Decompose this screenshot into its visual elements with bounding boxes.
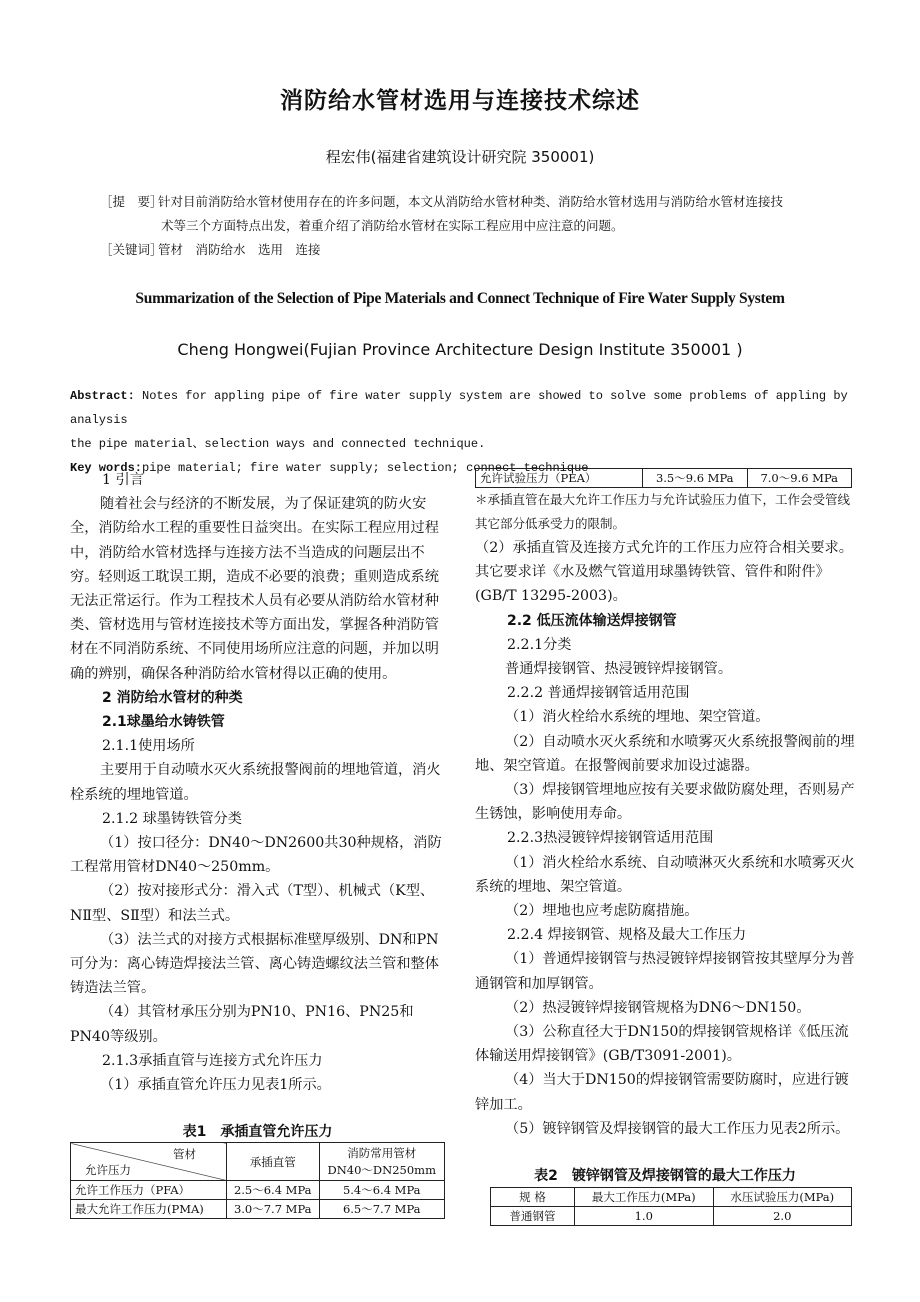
paragraph: （1）按口径分：DN40～DN2600共30种规格，消防工程常用管材DN40～250mm。 xyxy=(70,835,442,876)
section-2-1-3-heading: 2.1.3承插直管与连接方式允许压力 xyxy=(102,1052,323,1069)
section-2-1-2-heading: 2.1.2 球墨铸铁管分类 xyxy=(102,810,242,827)
table-row xyxy=(476,469,852,488)
section-2-2-heading: 2.2 低压流体输送焊接钢管 xyxy=(507,612,677,629)
section-2-2-4-heading: 2.2.4 焊接钢管、规格及最大工作压力 xyxy=(507,927,747,944)
paragraph: （1）消火栓给水系统、自动喷淋灭火系统和水喷雾灭火系统的埋地、架空管道。 xyxy=(475,854,855,895)
table1-caption: 表1 承插直管允许压力 xyxy=(182,1124,333,1140)
paragraph: （3）公称直径大于DN150的焊接钢管规格详《低压流体输送用焊接钢管》(GB/T3091-2001)。 xyxy=(475,1024,849,1065)
table1-continued xyxy=(475,468,852,488)
table-cell: 最大允许工作压力(PMA) xyxy=(71,1200,227,1219)
paragraph: （3）法兰式的对接方式根据标准壁厚级别、DN和PN可分为：离心铸造焊接法兰管、离心铸造螺纹法兰管和整体铸造法兰管。 xyxy=(70,931,439,997)
section-2-heading: 2 消防给水管材的种类 xyxy=(102,689,243,706)
keywords-text: 管材 消防给水 选用 连接 xyxy=(158,242,321,257)
table1-header: 承插直管 xyxy=(227,1143,320,1181)
table-cell: 3.5～9.6 MPa xyxy=(643,469,748,488)
paragraph: （2）按对接形式分：滑入式（T型）、机械式（K型、NⅡ型、SⅡ型）和法兰式。 xyxy=(70,883,435,924)
table-cell: 5.4～6.4 MPa xyxy=(319,1181,445,1200)
table1 xyxy=(70,1142,445,1219)
abstract-label: ［提 要］ xyxy=(100,194,163,209)
table-cell: 允许工作压力（PFA） xyxy=(71,1181,227,1200)
left-column xyxy=(70,468,448,1097)
table-cell: 普通钢管 xyxy=(491,1207,575,1226)
table1-header-line: DN40～DN250mm xyxy=(327,1162,436,1177)
paragraph: 随着社会与经济的不断发展，为了保证建筑的防火安全，消防给水工程的重要性日益突出。在实际工程应用过程中，消防给水管材选择与连接方法不当造成的问题层出不穷。轻则返工耽误工期，造成不必要的浪费；重则造成系统无法正常运行。作为工程技术人员有必要从消防给水管材种类、管材选用与管材连接技术等方面出发，掌握各种消防管材在不同消防系统、不同使用场所应注意的问题，并加以明确的辨别，确保各种消防给水管材得以正确的使用。 xyxy=(70,496,439,682)
paragraph: （2）热浸镀锌焊接钢管规格为DN6～DN150。 xyxy=(505,999,811,1016)
paragraph: （4）当大于DN150的焊接钢管需要防腐时，应进行镀锌加工。 xyxy=(475,1072,849,1113)
english-author: Cheng Hongwei(Fujian Province Architecture Design Institute 350001 ) xyxy=(177,340,743,359)
abstract-en-line1: Notes for appling pipe of fire water supply system are showed to solve some problems of appling by analysis xyxy=(70,389,848,427)
abstract-line1: 针对目前消防给水管材使用存在的许多问题，本文从消防给水管材种类、消防给水管材选用与消防给水管材连接技 xyxy=(158,194,784,209)
right-column xyxy=(475,488,855,1141)
table1-corner-cell xyxy=(71,1143,227,1181)
paragraph: （2）自动喷水灭火系统和水喷雾灭火系统报警阀前的埋地、架空管道。在报警阀前要求加设过滤器。 xyxy=(475,733,855,774)
abstract-cn xyxy=(100,190,858,262)
author-line: 程宏伟(福建省建筑设计研究院 350001) xyxy=(325,148,595,166)
table1-corner-bottom: 允许压力 xyxy=(85,1162,131,1177)
paragraph: （1）承插直管允许压力见表1所示。 xyxy=(100,1077,331,1094)
abstract-en-label: Abstract: xyxy=(70,389,135,403)
table1-header-line: 消防常用管材 xyxy=(347,1145,417,1160)
section-2-1-1-heading: 2.1.1使用场所 xyxy=(102,738,195,755)
page-title: 消防给水管材选用与连接技术综述 xyxy=(280,88,640,114)
section-2-2-1-heading: 2.2.1分类 xyxy=(507,636,572,653)
paragraph: （1）消火栓给水系统的埋地、架空管道。 xyxy=(505,709,770,726)
paragraph: 主要用于自动喷水灭火系统报警阀前的埋地管道，消火栓系统的埋地管道。 xyxy=(70,762,441,803)
abstract-line2: 术等三个方面特点出发，着重介绍了消防给水管材在实际工程应用中应注意的问题。 xyxy=(161,218,624,233)
table-row xyxy=(491,1207,852,1226)
table-cell: 3.0～7.7 MPa xyxy=(227,1200,320,1219)
paragraph: （4）其管材承压分别为PN10、PN16、PN25和PN40等级别。 xyxy=(70,1004,414,1045)
abstract-en-line2: the pipe material、selection ways and connected technique. xyxy=(70,437,486,451)
paragraph: （3）焊接钢管埋地应按有关要求做防腐处理，否则易产生锈蚀，影响使用寿命。 xyxy=(475,782,855,823)
table2-caption: 表2 镀锌钢管及焊接钢管的最大工作压力 xyxy=(534,1168,796,1184)
table2 xyxy=(490,1187,852,1226)
paragraph: （5）镀锌钢管及焊接钢管的最大工作压力见表2所示。 xyxy=(505,1120,850,1137)
paragraph: 普通焊接钢管、热浸镀锌焊接钢管。 xyxy=(505,661,733,678)
abstract-en xyxy=(70,384,855,480)
table-cell: 1.0 xyxy=(575,1207,714,1226)
keywords-en-text: pipe material; fire water supply; selection; connect technique xyxy=(142,461,589,475)
table2-header: 水压试验压力(MPa) xyxy=(713,1188,852,1207)
table2-header: 规 格 xyxy=(491,1188,575,1207)
section-1-heading: 1 引言 xyxy=(102,472,144,488)
section-2-2-2-heading: 2.2.2 普通焊接钢管适用范围 xyxy=(507,685,690,702)
table2-header: 最大工作压力(MPa) xyxy=(575,1188,714,1207)
table-row xyxy=(71,1200,445,1219)
keywords-en-label: Key words: xyxy=(70,461,143,475)
section-2-1-heading: 2.1球墨给水铸铁管 xyxy=(102,714,225,731)
table-cell: 2.0 xyxy=(713,1207,852,1226)
paragraph: （2）埋地也应考虑防腐措施。 xyxy=(505,903,699,920)
table-cell: 2.5～6.4 MPa xyxy=(227,1181,320,1200)
table-header-row xyxy=(491,1188,852,1207)
table-cell: 6.5～7.7 MPa xyxy=(319,1200,445,1219)
table1-note: ＊承插直管在最大允许工作压力与允许试验压力值下，工作会受管线其它部分低承受力的限制。 xyxy=(475,492,851,531)
table1-header xyxy=(319,1143,445,1181)
paragraph: （2）承插直管及连接方式允许的工作压力应符合相关要求。其它要求详《水及燃气管道用球墨铸铁管、管件和附件》(GB/T 13295-2003)。 xyxy=(475,540,853,605)
paragraph: （1）普通焊接钢管与热浸镀锌焊接钢管按其壁厚分为普通钢管和加厚钢管。 xyxy=(475,951,855,992)
table-cell: 允许试验压力（PEA） xyxy=(476,469,643,488)
english-title: Summarization of the Selection of Pipe Materials and Connect Technique of Fire Water Supply System xyxy=(135,290,785,307)
table-row xyxy=(71,1181,445,1200)
keywords-label: ［关键词］ xyxy=(100,242,163,257)
table1-corner-top: 管材 xyxy=(173,1146,196,1161)
table-cell: 7.0～9.6 MPa xyxy=(747,469,852,488)
section-2-2-3-heading: 2.2.3热浸镀锌焊接钢管适用范围 xyxy=(507,830,714,847)
